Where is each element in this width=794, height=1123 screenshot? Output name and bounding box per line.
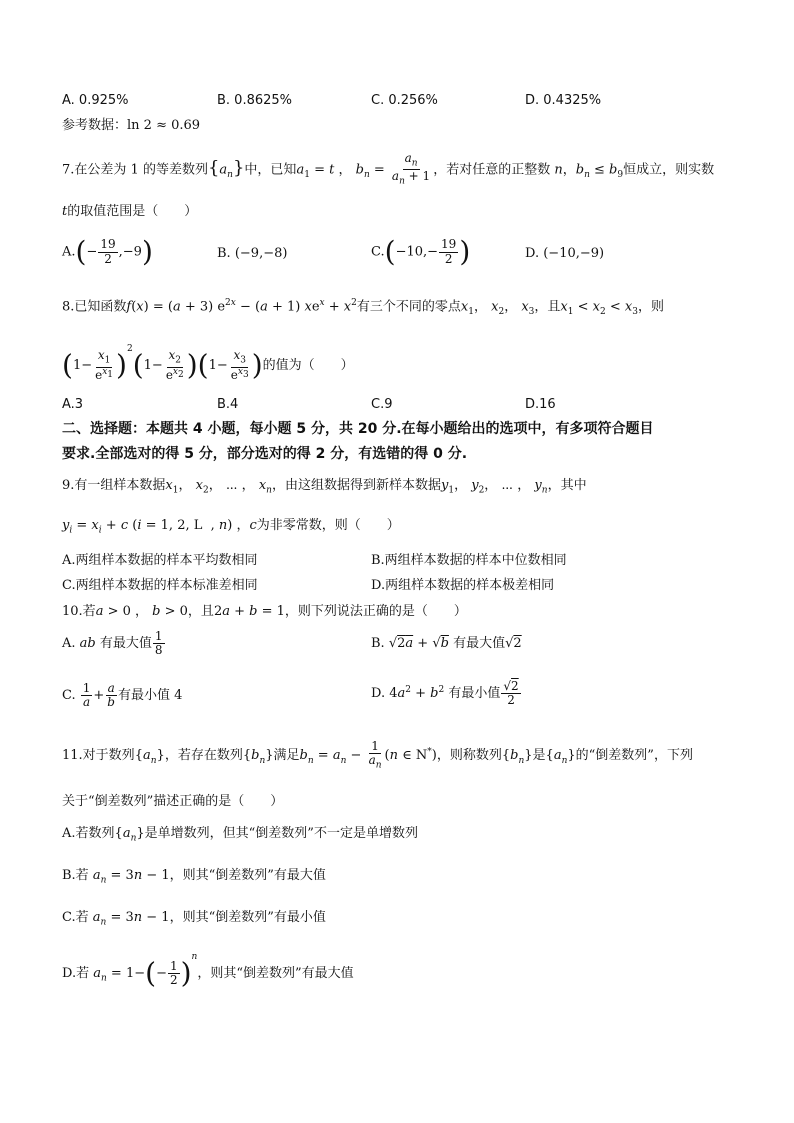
q7-option-b: B. (−9,−8) bbox=[217, 246, 288, 261]
q10-option-a: A. ab 有最大值 $\frac{1}{8}$ bbox=[62, 629, 163, 658]
q7-option-a: A.(− $\frac{19}{2}$ ,−9) bbox=[62, 235, 153, 268]
q7-stem-line1: 7.在公差为 1 的等差数列$\{a_n\}$中，已知$a_1 = t$ ， $b_n$ = $\frac{a_n}{a_n + 1}$ ，若对任意的正整数 n，$b_n \le b_9$恒成立，则实数 bbox=[62, 151, 715, 187]
q7-text-d: 恒成立，则实数 bbox=[623, 162, 715, 178]
q6-ref-value: ln 2 ≈ 0.69 bbox=[127, 118, 201, 133]
q10-option-c: C. $\frac{1}{a}$ + $\frac{a}{b}$ 有最小值 4 bbox=[62, 681, 183, 710]
q8-stem-line1: 8.已知函数f(x) = (a + 3) $e^{2x} - (a + 1) xe^x + x^2$有三个不同的零点$x_1$， $x_2$， $x_3$，且$x_1 < x_2 < x_3$，则 bbox=[62, 298, 665, 317]
q9-stem-line1: 9.有一组样本数据$x_1$， $x_2$， ⋯ ， $x_n$，由这组数据得到新样本数据$y_1$， $y_2$， ⋯ ， $y_n$，其中 bbox=[62, 478, 587, 496]
q7-text-e: 的取值范围是（ ） bbox=[67, 204, 198, 219]
q6-option-b: B. 0.8625% bbox=[217, 93, 293, 108]
q6-option-c: C. 0.256% bbox=[371, 93, 438, 108]
section2-heading-line2: 要求.全部选对的得 5 分，部分选对的得 2 分，有选错的得 0 分. bbox=[62, 446, 468, 462]
q8-option-b: B.4 bbox=[217, 397, 239, 412]
q9-stem-line2: $y_i = x_i + c$ (i = 1, 2, L , n) ，c为非零常数，则（ ） bbox=[62, 518, 400, 536]
q11-stem-line1: 11.对于数列$\{a_n\}$，若存在数列$\{b_n\}$满足$b_n = a_n$ − $\frac{1}{a_n}$ (n ∈ N*)，则称数列$\{b_n\}$是$\{a_n\}$的“倒差数列”，下列 bbox=[62, 739, 693, 771]
q6-ref-label: 参考数据： bbox=[62, 118, 128, 133]
q7-stem-line2: t的取值范围是（ ） bbox=[62, 204, 198, 219]
q6-option-a: A. 0.925% bbox=[62, 93, 129, 108]
section2-heading-line1: 二、选择题：本题共 4 小题，每小题 5 分，共 20 分.在每小题给出的选项中，有多项符合题目 bbox=[62, 421, 654, 437]
q6-option-d: D. 0.4325% bbox=[525, 93, 602, 108]
q11-option-b: B.若 $a_n = 3n - 1$，则其“倒差数列”有最大值 bbox=[62, 868, 326, 886]
q10-stem: 10.若a > 0 ， b > 0，且2a + b = 1，则下列说法正确的是（ ） bbox=[62, 604, 467, 619]
q10-option-b: B. √2a + √b 有最大值√2 bbox=[371, 636, 522, 651]
q11-stem-line2: 关于“倒差数列”描述正确的是（ ） bbox=[62, 794, 284, 809]
q8-stem-line2: (1− $\frac{x_1}{e^{x_1}}$ )$^2$(1− $\frac{x_2}{e^{x_2}}$ )(1− $\frac{x_3}{e^{x_3}}$ )的值为（ ） bbox=[62, 344, 354, 382]
q10-option-d: D. $4a^2 + b^2$ 有最小值 $\frac{√2}{2}$ bbox=[371, 679, 519, 708]
q9-option-a: A.两组样本数据的样本平均数相同 bbox=[62, 553, 258, 568]
q7-text-c: ，若对任意的正整数 bbox=[433, 162, 551, 178]
q9-option-c: C.两组样本数据的样本标准差相同 bbox=[62, 578, 258, 593]
q7-text-b: 中，已知 bbox=[244, 162, 297, 178]
q9-option-b: B.两组样本数据的样本中位数相同 bbox=[371, 553, 567, 568]
q7-option-c: C.(−10,− $\frac{19}{2}$ ) bbox=[371, 235, 471, 268]
q11-option-c: C.若 $a_n = 3n - 1$，则其“倒差数列”有最小值 bbox=[62, 910, 326, 928]
q11-option-d: D.若 $a_n = 1-(-$ $\frac{1}{2}$ )$^n$，则其“倒差数列”有最大值 bbox=[62, 952, 354, 990]
q6-reference bbox=[62, 118, 200, 134]
q9-option-d: D.两组样本数据的样本极差相同 bbox=[371, 578, 555, 593]
q7-text-a: 7.在公差为 1 的等差数列 bbox=[62, 162, 208, 178]
q8-option-c: C.9 bbox=[371, 397, 393, 412]
q8-option-d: D.16 bbox=[525, 397, 556, 412]
q11-option-a: A.若数列$\{a_n\}$是单增数列，但其“倒差数列”不一定是单增数列 bbox=[62, 826, 418, 844]
q7-option-d: D. (−10,−9) bbox=[525, 246, 605, 261]
q8-option-a: A.3 bbox=[62, 397, 84, 412]
